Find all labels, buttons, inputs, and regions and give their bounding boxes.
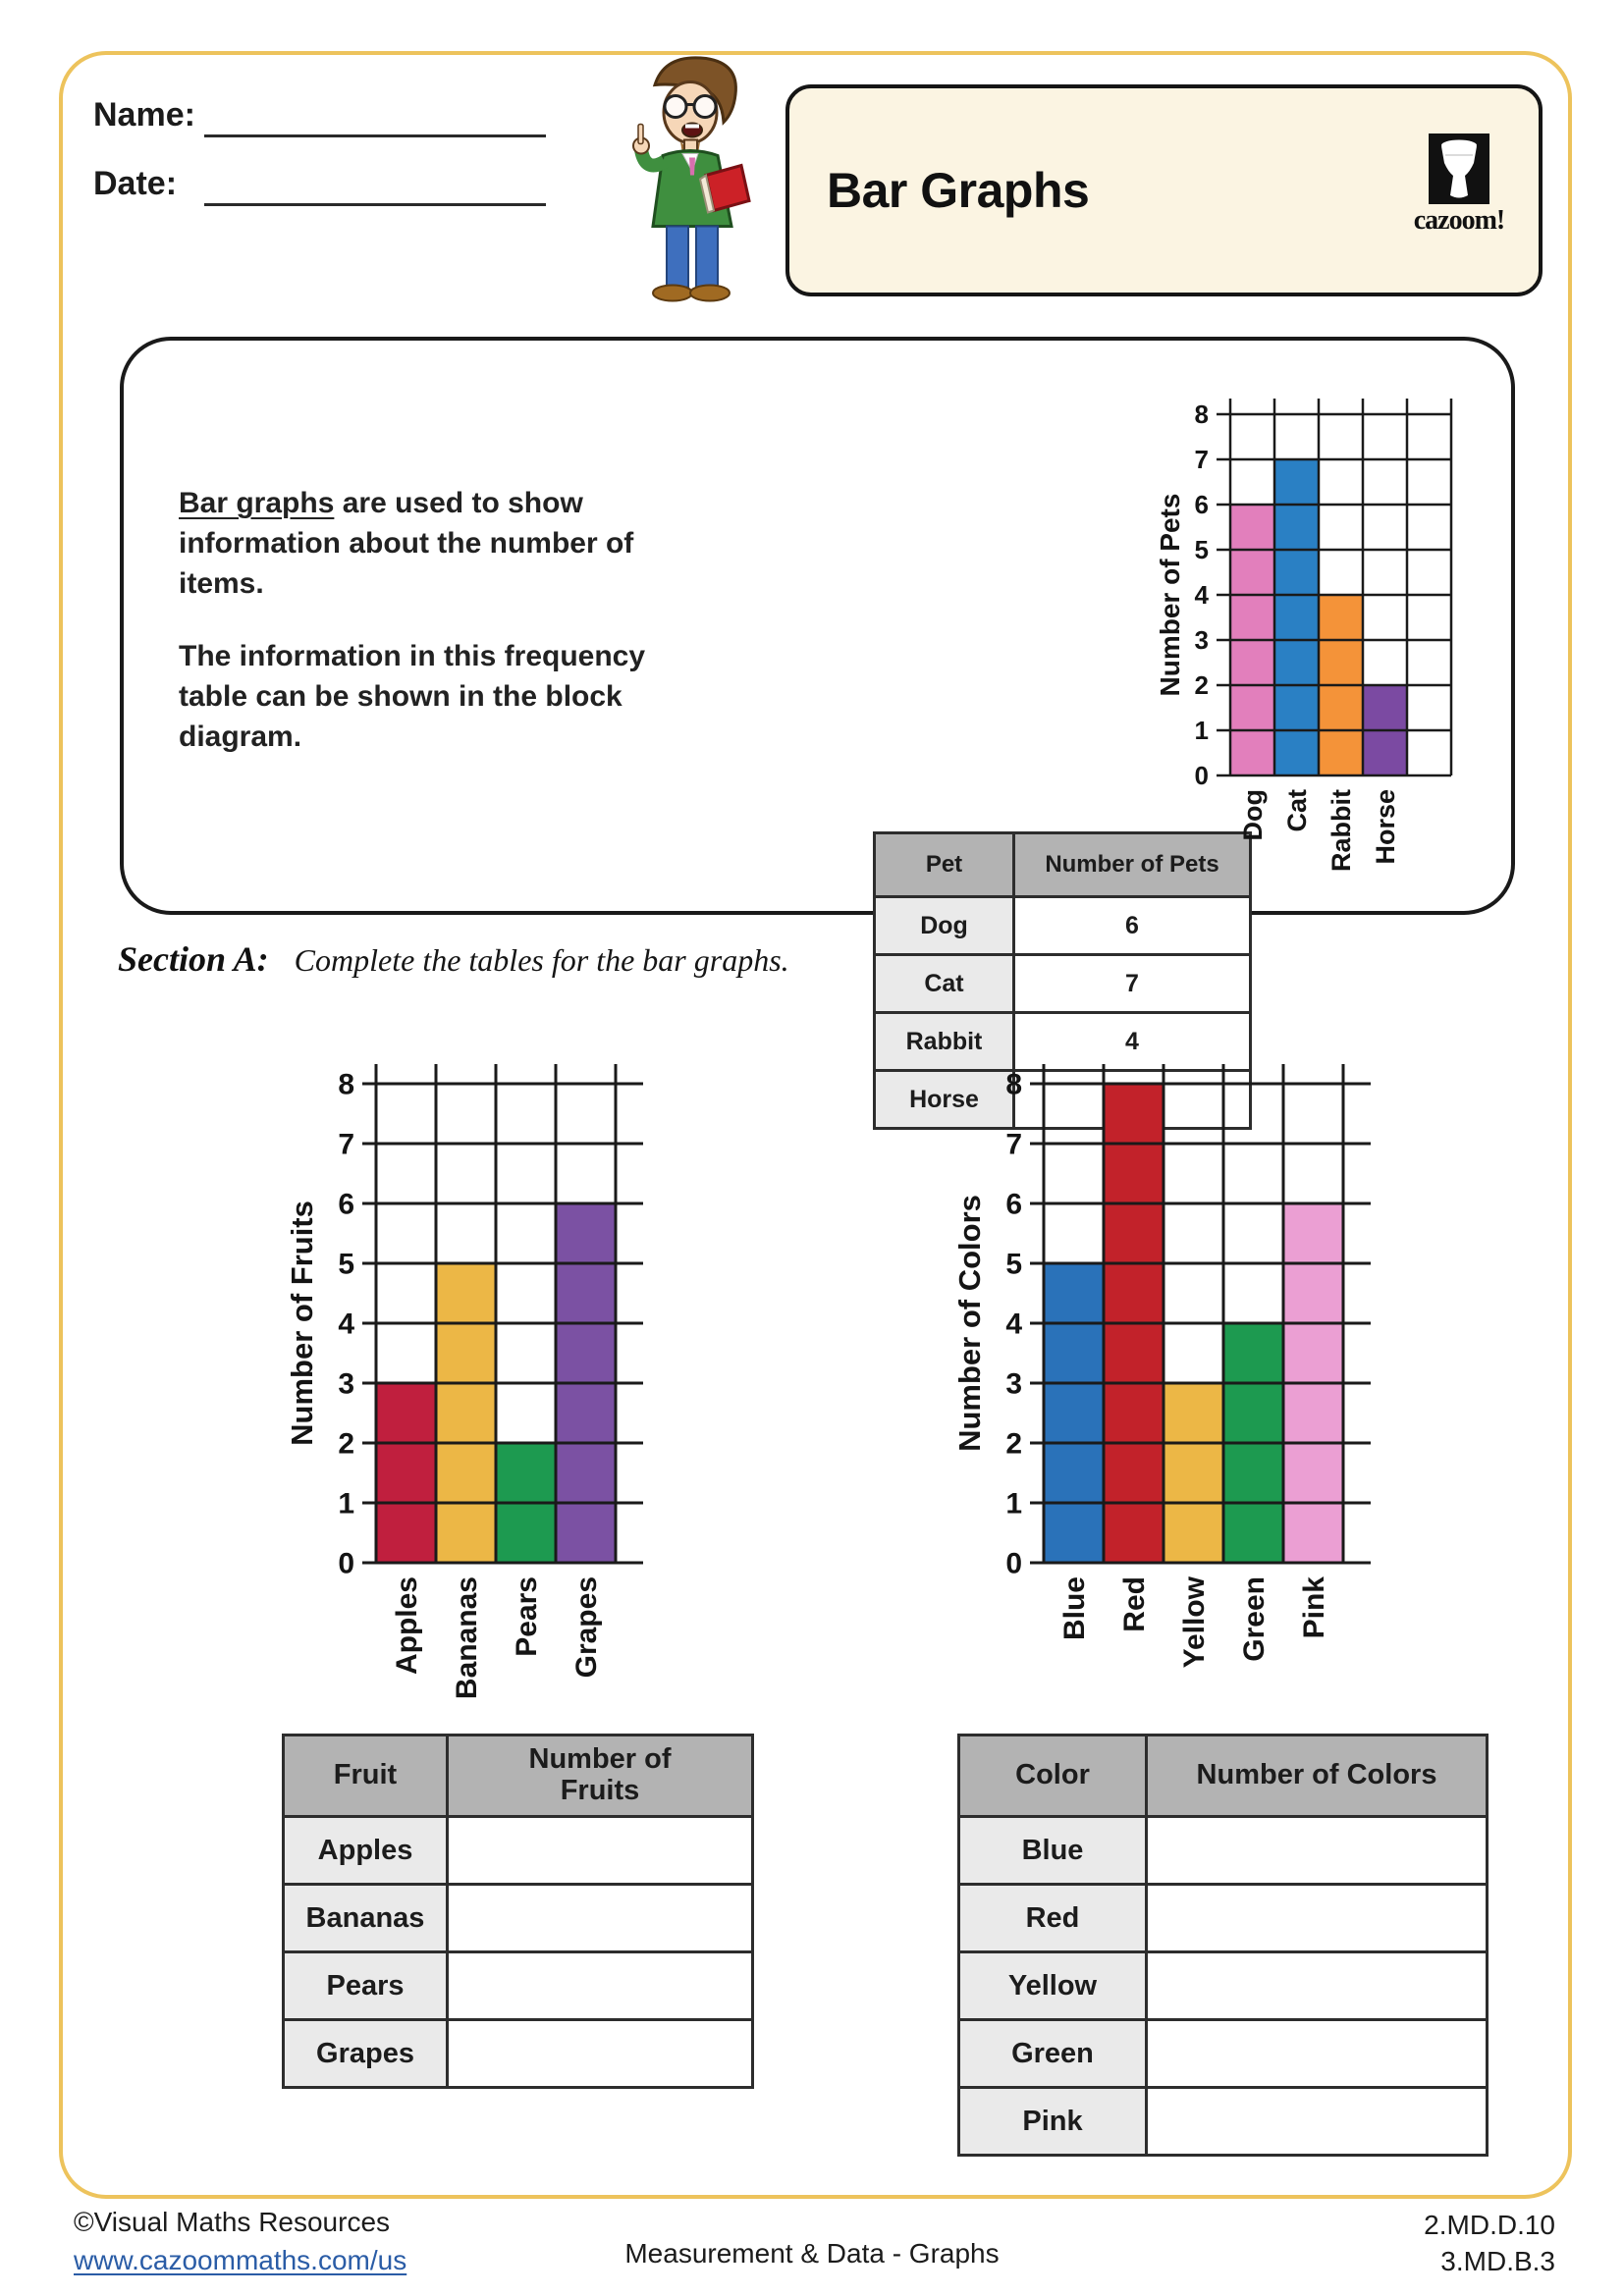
svg-text:Green: Green xyxy=(1238,1576,1271,1662)
page-title: Bar Graphs xyxy=(827,163,1090,218)
standard-code-2: 3.MD.B.3 xyxy=(1440,2246,1555,2277)
svg-text:Dog: Dog xyxy=(1237,789,1268,841)
bar-Apples xyxy=(376,1383,436,1563)
svg-text:5: 5 xyxy=(338,1248,354,1281)
cazoom-wordmark: cazoom! xyxy=(1413,205,1505,236)
date-label: Date: xyxy=(93,165,178,202)
svg-text:0: 0 xyxy=(1194,761,1209,791)
svg-text:Blue: Blue xyxy=(1058,1576,1091,1641)
row-value-cell[interactable] xyxy=(448,1817,753,1885)
row-label-cell: Bananas xyxy=(284,1885,448,1952)
svg-text:4: 4 xyxy=(1194,580,1209,611)
table-header: Fruit xyxy=(284,1735,448,1817)
svg-text:7: 7 xyxy=(338,1128,354,1161)
svg-text:7: 7 xyxy=(1005,1128,1022,1161)
row-label-cell: Apples xyxy=(284,1817,448,1885)
row-value-cell[interactable] xyxy=(448,1952,753,2020)
cazoom-drum-icon xyxy=(1429,133,1489,204)
row-label-cell: Cat xyxy=(875,955,1014,1013)
table-row xyxy=(875,955,1251,1013)
svg-text:5: 5 xyxy=(1194,535,1209,565)
table-row xyxy=(284,1952,753,2020)
svg-text:2: 2 xyxy=(1005,1427,1022,1461)
table-header: Number of Pets xyxy=(1014,833,1251,897)
row-label-cell: Pink xyxy=(959,2088,1147,2156)
svg-text:Yellow: Yellow xyxy=(1178,1576,1211,1669)
copyright-text: ©Visual Maths Resources xyxy=(74,2207,391,2237)
bar-Bananas xyxy=(436,1263,496,1563)
color-answer-table xyxy=(957,1734,1489,2157)
svg-text:Cat: Cat xyxy=(1281,789,1312,832)
bar-Cat xyxy=(1274,459,1319,775)
svg-text:5: 5 xyxy=(1005,1248,1022,1281)
name-label: Name: xyxy=(93,96,195,133)
svg-text:Horse: Horse xyxy=(1370,789,1400,865)
svg-text:2: 2 xyxy=(338,1427,354,1461)
explanation-paragraph-1: Bar graphs are used to show information about the number of items. xyxy=(179,487,634,600)
table-header: Number of Colors xyxy=(1147,1735,1488,1817)
standard-code-1: 2.MD.D.10 xyxy=(1424,2210,1555,2240)
row-value-cell[interactable] xyxy=(1147,1952,1488,2020)
svg-text:1: 1 xyxy=(1005,1487,1022,1521)
svg-text:Number of Colors: Number of Colors xyxy=(951,1195,987,1452)
row-label-cell: Rabbit xyxy=(875,1013,1014,1071)
svg-text:1: 1 xyxy=(1194,716,1209,746)
pets-bar-chart xyxy=(1136,395,1459,892)
svg-text:6: 6 xyxy=(1194,490,1209,520)
table-row xyxy=(284,2020,753,2088)
row-label-cell: Pears xyxy=(284,1952,448,2020)
svg-text:8: 8 xyxy=(338,1068,354,1101)
svg-text:Bananas: Bananas xyxy=(451,1576,483,1700)
row-value-cell: 4 xyxy=(1014,1013,1251,1071)
svg-text:Number of Fruits: Number of Fruits xyxy=(284,1201,319,1446)
teacher-shoe xyxy=(653,286,692,301)
table-row xyxy=(284,1885,753,1952)
colors-bar-chart xyxy=(936,1060,1379,1717)
fruits-bar-chart xyxy=(268,1060,651,1717)
svg-text:Pears: Pears xyxy=(511,1576,543,1657)
row-value-cell[interactable] xyxy=(1147,1885,1488,1952)
svg-text:4: 4 xyxy=(1005,1308,1022,1341)
glasses-icon xyxy=(665,96,686,118)
svg-text:4: 4 xyxy=(338,1308,354,1341)
row-label-cell: Green xyxy=(959,2020,1147,2088)
table-row xyxy=(959,2020,1488,2088)
teacher-illustration xyxy=(604,49,781,309)
table-row xyxy=(959,1817,1488,1885)
row-value-cell: 7 xyxy=(1014,955,1251,1013)
date-input-line[interactable] xyxy=(204,203,546,206)
fruit-answer-table xyxy=(282,1734,754,2089)
name-input-line[interactable] xyxy=(204,134,546,137)
svg-text:3: 3 xyxy=(338,1367,354,1401)
svg-text:Apples: Apples xyxy=(391,1576,423,1676)
bar-Yellow xyxy=(1164,1383,1223,1563)
section-a-label: Section A: xyxy=(118,939,269,979)
explanation-paragraph-2: The information in this frequency table can be shown in the block diagram. xyxy=(179,640,646,753)
row-value-cell[interactable] xyxy=(1147,2088,1488,2156)
title-box xyxy=(785,84,1543,296)
teacher-leg xyxy=(667,227,688,288)
row-label-cell: Horse xyxy=(875,1071,1014,1129)
footer-category: Measurement & Data - Graphs xyxy=(624,2238,1000,2269)
svg-text:6: 6 xyxy=(338,1188,354,1221)
svg-text:2: 2 xyxy=(1194,670,1209,701)
svg-text:3: 3 xyxy=(1194,625,1209,656)
bar-graphs-underlined-term: Bar graphs xyxy=(179,487,335,519)
bar-Blue xyxy=(1044,1263,1104,1563)
row-value-cell: 6 xyxy=(1014,897,1251,955)
table-row xyxy=(284,1817,753,1885)
section-a-instruction: Complete the tables for the bar graphs. xyxy=(294,942,789,978)
svg-text:Rabbit: Rabbit xyxy=(1326,789,1356,872)
svg-text:8: 8 xyxy=(1194,400,1209,430)
row-label-cell: Grapes xyxy=(284,2020,448,2088)
table-header: Number of Fruits xyxy=(448,1735,753,1817)
section-a-heading xyxy=(118,938,789,980)
table-header: Color xyxy=(959,1735,1147,1817)
row-label-cell: Red xyxy=(959,1885,1147,1952)
svg-text:6: 6 xyxy=(1005,1188,1022,1221)
pointing-finger xyxy=(638,125,643,144)
explanation-text xyxy=(179,484,665,791)
svg-text:7: 7 xyxy=(1194,445,1209,475)
cazoom-logo xyxy=(1400,133,1518,237)
row-label-cell: Yellow xyxy=(959,1952,1147,2020)
row-value-cell[interactable] xyxy=(1147,2020,1488,2088)
svg-text:0: 0 xyxy=(338,1547,354,1580)
row-label-cell: Dog xyxy=(875,897,1014,955)
svg-text:0: 0 xyxy=(1005,1547,1022,1580)
svg-text:Number of Pets: Number of Pets xyxy=(1154,493,1185,697)
table-row xyxy=(875,897,1251,955)
row-value-cell[interactable] xyxy=(448,2020,753,2088)
footer-standards xyxy=(1424,2207,1555,2279)
svg-text:3: 3 xyxy=(1005,1367,1022,1401)
svg-text:Grapes: Grapes xyxy=(570,1576,603,1679)
row-value-cell[interactable] xyxy=(448,1885,753,1952)
table-row xyxy=(959,1952,1488,2020)
svg-text:1: 1 xyxy=(338,1487,354,1521)
website-link[interactable]: www.cazoommaths.com/us xyxy=(74,2245,407,2275)
svg-text:8: 8 xyxy=(1005,1068,1022,1101)
row-label-cell: Blue xyxy=(959,1817,1147,1885)
svg-text:Pink: Pink xyxy=(1298,1576,1330,1639)
table-row xyxy=(959,1885,1488,1952)
row-value-cell[interactable] xyxy=(1147,1817,1488,1885)
svg-text:Red: Red xyxy=(1118,1576,1151,1632)
table-row xyxy=(959,2088,1488,2156)
table-header: Pet xyxy=(875,833,1014,897)
